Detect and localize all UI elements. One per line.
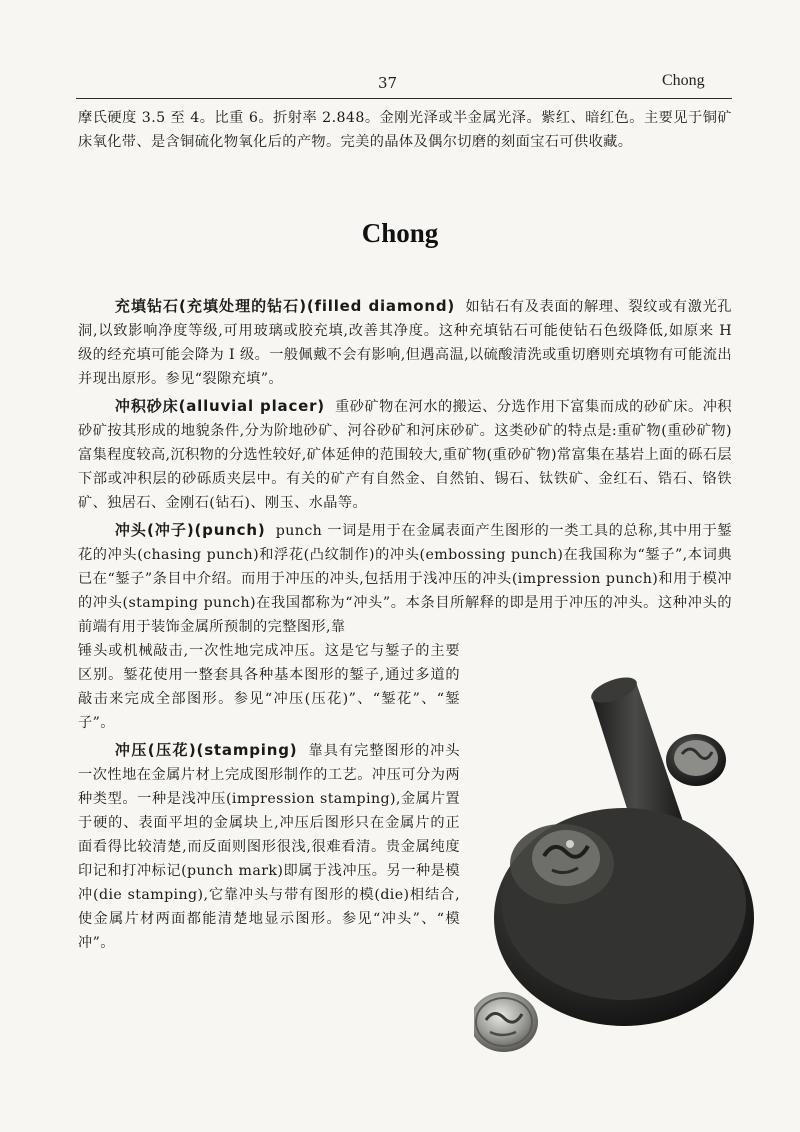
page-number: 37 (378, 74, 398, 92)
header-rule (76, 98, 732, 99)
punch-disc (494, 808, 754, 1026)
punch-photo (474, 668, 774, 1088)
entry-term: 冲压(压花)(stamping) (114, 741, 298, 759)
punch-motif (532, 830, 600, 886)
entry-alluvial-placer (78, 394, 732, 515)
entry-body: 重砂矿物在河水的搬运、分选作用下富集而成的砂矿床。冲积砂矿按其形成的地貌条件,分为阶地砂矿、河谷砂矿和河床砂矿。这类砂矿的特点是:重矿物(重砂矿物)富集程度较高,沉积物的分选性较好,矿体延伸的范围较大,重矿物(重砂矿物)常富集在基岩上面的砾石层下部或冲积层的砂砾质夹层中。有关的矿产有自然金、自然铂、锡石、钛铁矿、金红石、锆石、铬铁矿、独居石、金刚石(钻石)、刚玉、水晶等。 (78, 399, 732, 511)
stamped-coin (474, 992, 538, 1052)
entry-term: 冲头(冲子)(punch) (114, 521, 266, 539)
entry-punch (78, 518, 732, 639)
entry-term: 冲积砂床(alluvial placer) (114, 397, 325, 415)
entry-punch-continued: 锤头或机械敲击,一次性地完成冲压。这是它与錾子的主要区别。錾花使用一整套具各种基本图形的錾子,通过多道的敲击来完成全部图形。参见“冲压(压花)”、“錾花”、“錾子”。 (78, 643, 460, 731)
continued-entry-text: 摩氏硬度 3.5 至 4。比重 6。折射率 2.848。金刚光泽或半金属光泽。紫红、暗红色。主要见于铜矿床氧化带、是含铜硫化物氧化后的产物。完美的晶体及偶尔切磨的刻面宝石可供收藏。 (78, 110, 732, 150)
entry-stamping (78, 738, 460, 955)
entry-body: punch 一词是用于在金属表面产生图形的一类工具的总称,其中用于錾花的冲头(chasing punch)和浮花(凸纹制作)的冲头(embossing punch)在我国称为“錾子”,本词典已在“錾子”条目中介绍。而用于冲压的冲头,包括用于浅冲压的冲头(impression punch)和用于模冲的冲头(stamping punch)在我国都称为“冲头”。本条目所解释的即是用于冲压的冲头。这种冲头的前端有用于装饰金属所预制的完整图形,靠 (78, 523, 733, 635)
entry-body: 如钻石有及表面的解理、裂纹或有激光孔洞,以致影响净度等级,可用玻璃或胶充填,改善其净度。这种充填钻石可能使钻石色级降低,如原来 H 级的经充填可能会降为 I 级。一般佩戴不会有影响,但遇高温,以硫酸清洗或重切磨则充填物有可能流出并现出原形。参见“裂隙充填”。 (78, 299, 732, 387)
entry-filled-diamond (78, 294, 732, 391)
punch-illustration (474, 668, 774, 1088)
punch-head-small (666, 734, 726, 786)
entry-body: 靠具有完整图形的冲头一次性地在金属片材上完成图形制作的工艺。冲压可分为两种类型。一种是浅冲压(impression stamping),金属片置于硬的、表面平坦的金属块上,冲压后图形只在金属片的正面看得比较清楚,而反面则图形很浅,很难看清。贵金属纯度印记和打冲标记(punch mark)即属于浅冲压。另一种是模冲(die stamping),它靠冲头与带有图形的模(die)相结合,使金属片材两面都能清楚地显示图形。参见“冲头”、“模冲”。 (78, 743, 460, 951)
running-head: Chong (662, 72, 705, 89)
entry-term: 充填钻石(充填处理的钻石)(filled diamond) (114, 297, 456, 315)
section-title: Chong (361, 218, 439, 248)
